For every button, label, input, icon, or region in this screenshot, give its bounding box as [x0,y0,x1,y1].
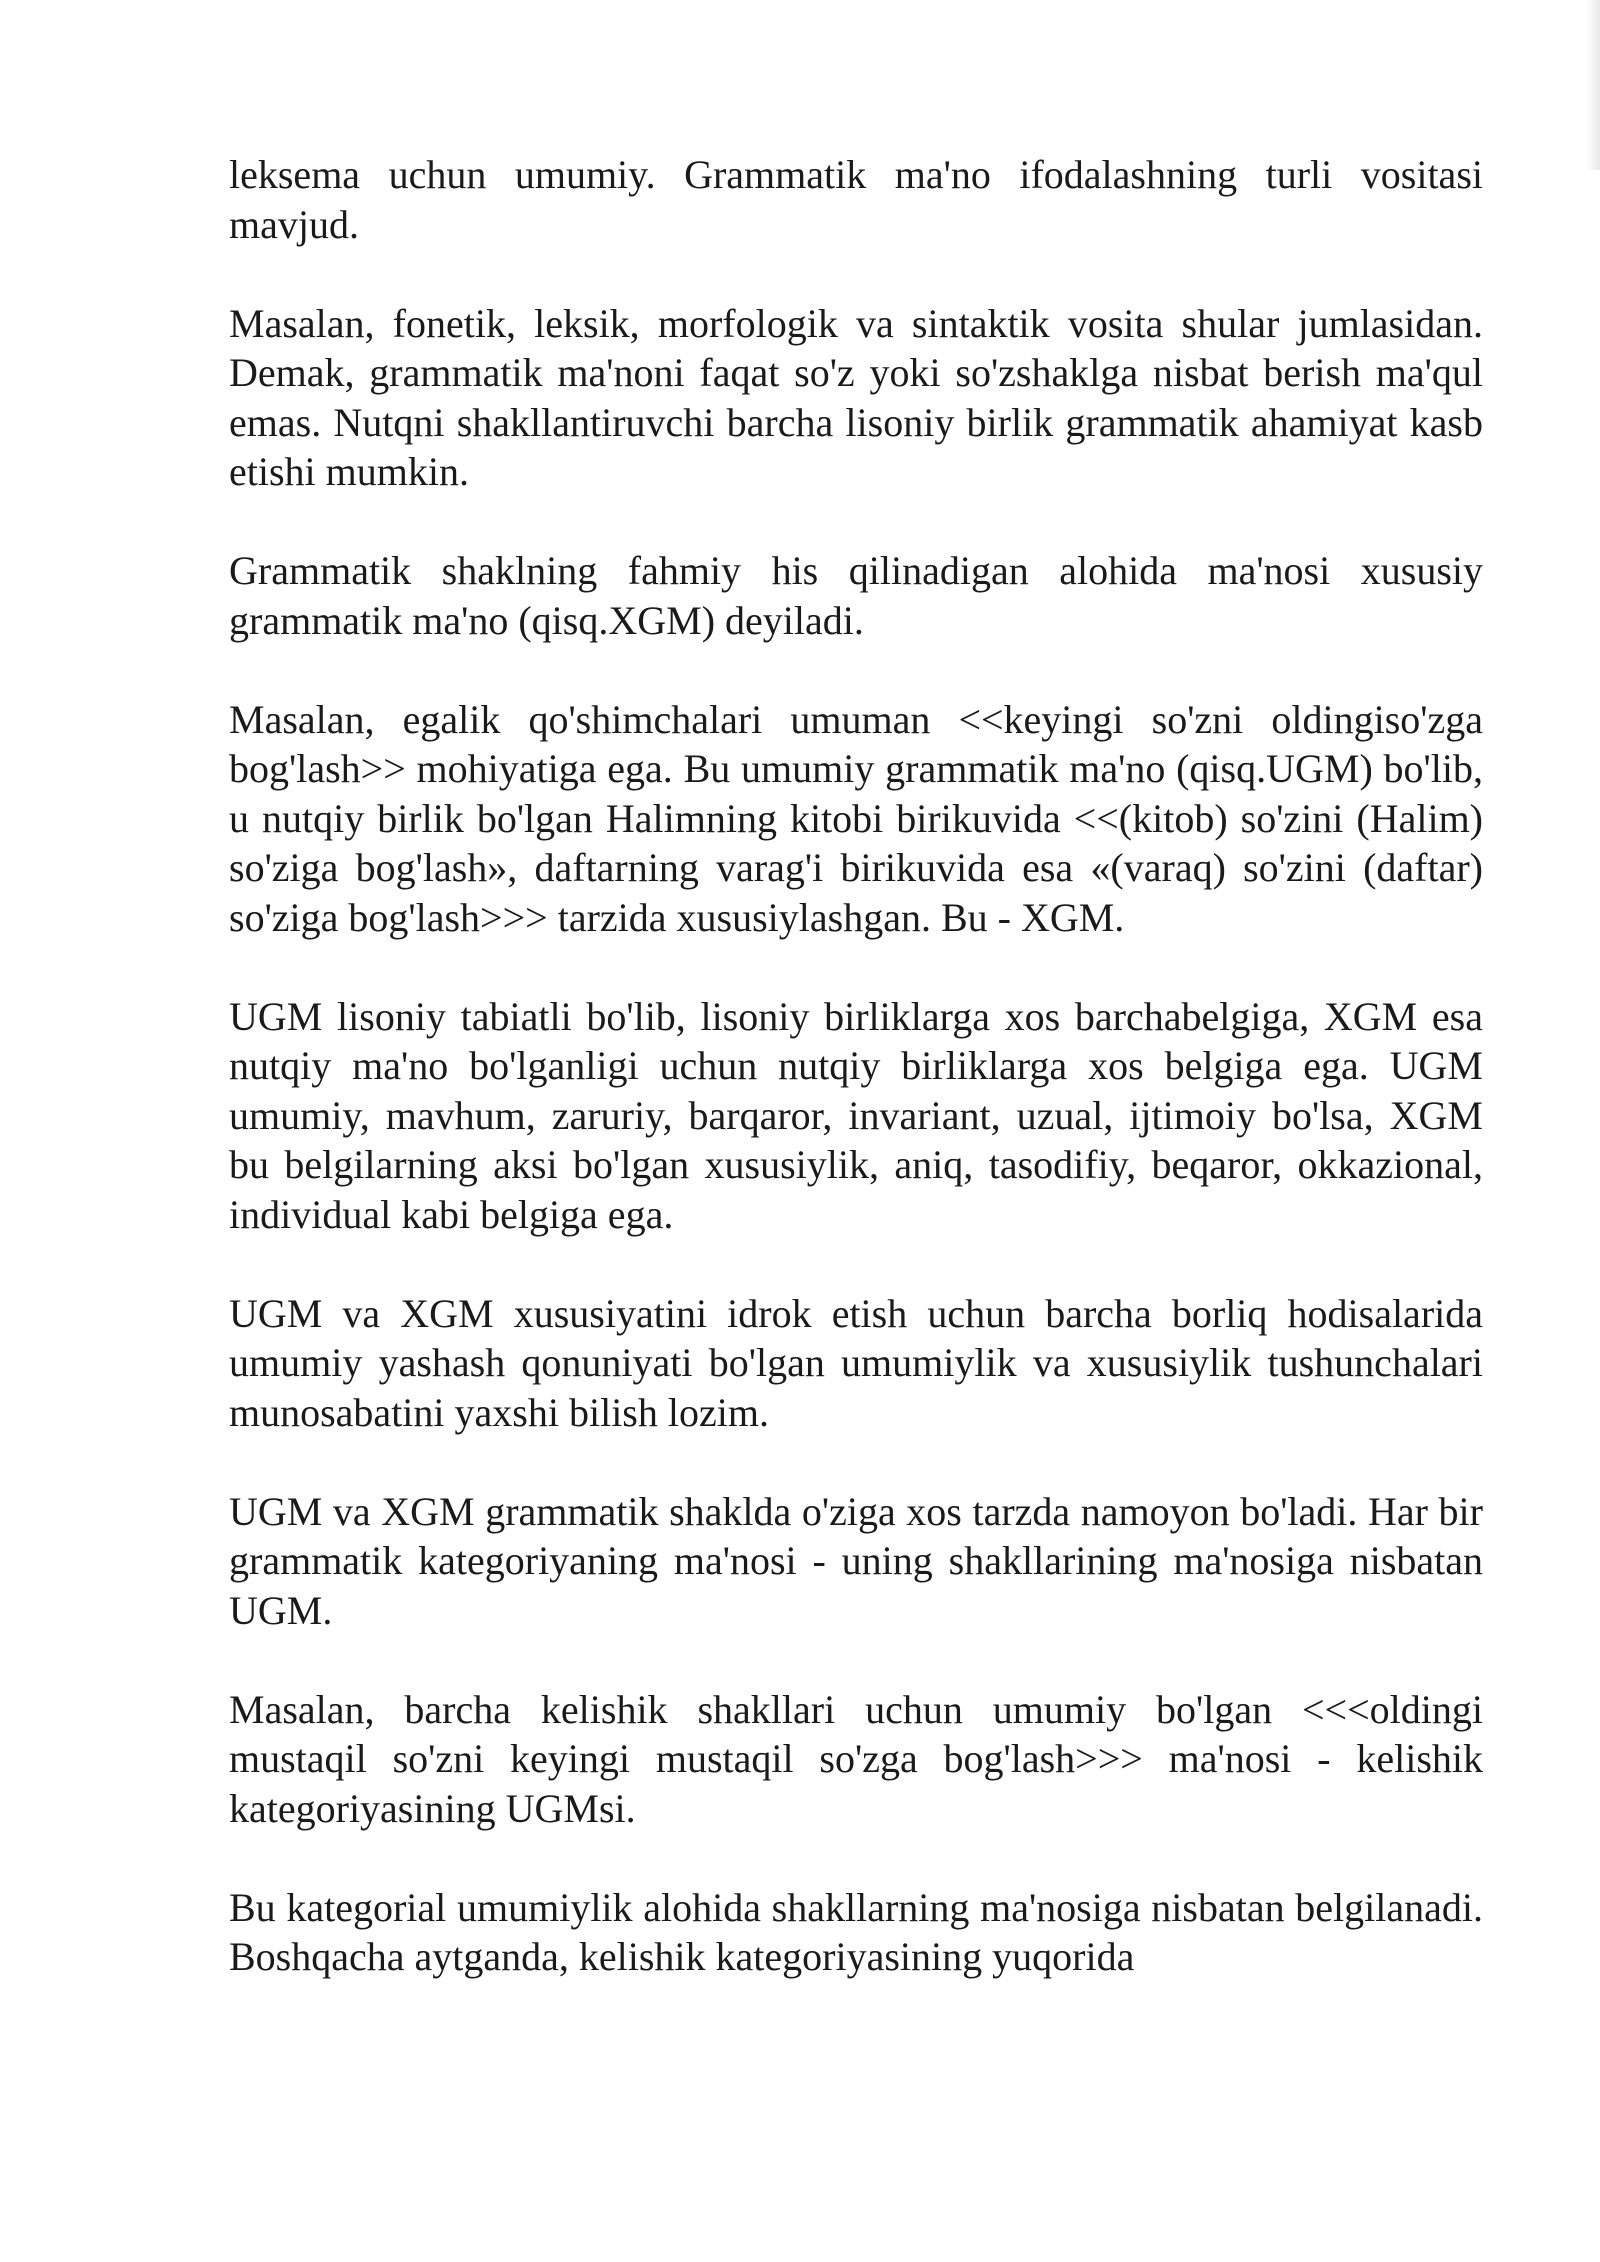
paragraph-5: UGM lisoniy tabiatli bo'lib, lisoniy birliklarga xos barchabelgiga, XGM esa nutqiy ma'no bo'lganligi uchun nutqiy birliklarga xos belgiga ega. UGM umumiy, mavhum, zaruriy, barqaror, invariant, uzual, ijtimoiy bo'lsa, XGM bu belgilarning aksi bo'lgan xususiylik, aniq, tasodifiy, beqaror, okkazional, individual kabi belgiga ega. [229,993,1483,1237]
page-edge-shadow [1586,0,1600,170]
paragraph-7: UGM va XGM grammatik shaklda o'ziga xos tarzda namoyon bo'ladi. Har bir grammatik kategoriyaning ma'nosi - uning shakllarining ma'nosiga nisbatan UGM. [229,1488,1483,1633]
paragraph-3: Grammatik shaklning fahmiy his qilinadigan alohida ma'nosi xususiy grammatik ma'no (qisq.XGM) deyiladi. [229,548,1483,643]
paragraph-9: Bu kategorial umumiylik alohida shakllarning ma'nosiga nisbatan belgilanadi. Boshqacha aytganda, kelishik kategoriyasining yuqorida [229,1884,1483,1979]
paragraph-8: Masalan, barcha kelishik shakllari uchun umumiy bo'lgan <<<oldingi mustaqil so'zni keyingi mustaqil so'zga bog'lash>>> ma'nosi - kelishik kategoriyasining UGMsi. [229,1686,1483,1831]
paragraph-6: UGM va XGM xususiyatini idrok etish uchun barcha borliq hodisalarida umumiy yashash qonuniyati bo'lgan umumiylik va xususiylik tushunchalari munosabatini yaxshi bilish lozim. [229,1290,1483,1435]
paragraph-1: leksema uchun umumiy. Grammatik ma'no ifodalashning turli vositasi mavjud. [229,152,1483,247]
document-body [229,150,1483,1982]
paragraph-2: Masalan, fonetik, leksik, morfologik va sintaktik vosita shular jumlasidan. Demak, grammatik ma'noni faqat so'z yoki so'zshaklga nisbat berish ma'qul emas. Nutqni shakllantiruvchi barcha lisoniy birlik grammatik ahamiyat kasb etishi mumkin. [229,300,1483,494]
paragraph-4: Masalan, egalik qo'shimchalari umuman <<keyingi so'zni oldingiso'zga bog'lash>> mohiyatiga ega. Bu umumiy grammatik ma'no (qisq.UGM) bo'lib, u nutqiy birlik bo'lgan Halimning kitobi birikuvida <<(kitob) so'zini (Halim) so'ziga bog'lash», daftarning varag'i birikuvida esa «(varaq) so'zini (daftar) so'ziga bog'lash>>> tarzida xususiylashgan. Bu - XGM. [229,696,1483,940]
